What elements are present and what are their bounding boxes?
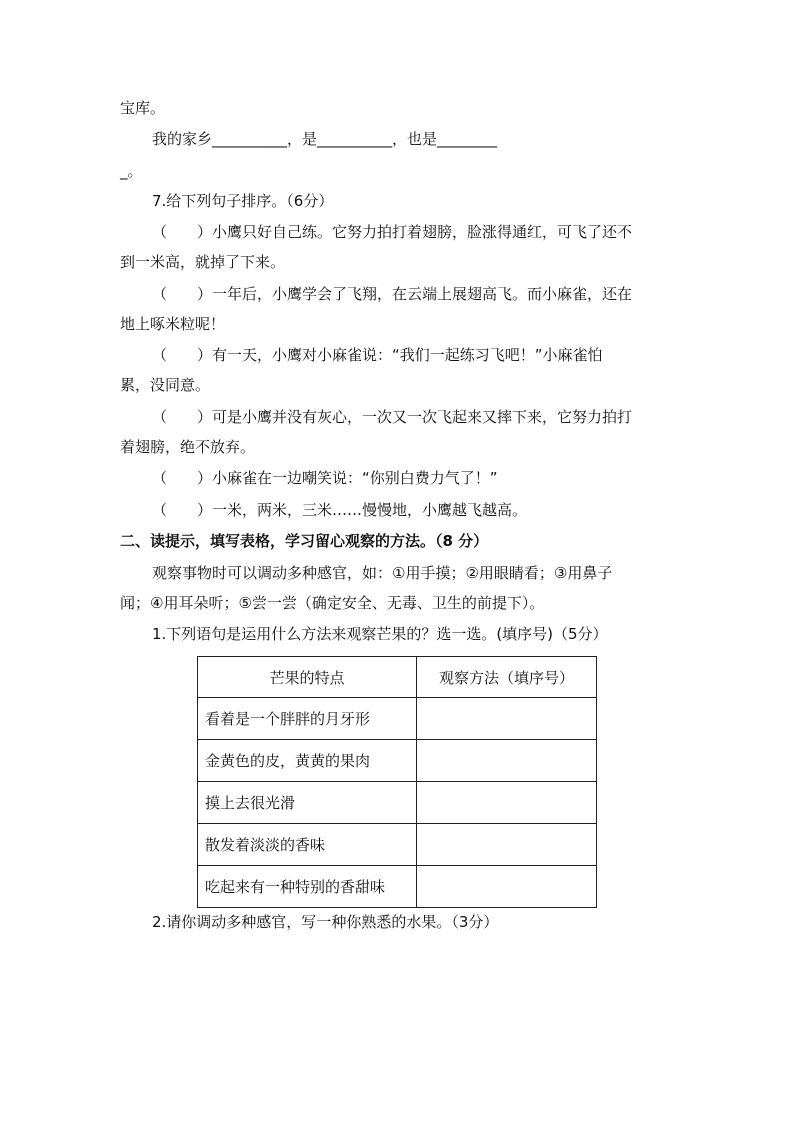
answer-cell[interactable]: [417, 782, 597, 824]
question-1: 1.下列语句是运用什么方法来观察芒果的？选一选。(填序号)（5分）: [152, 625, 608, 643]
answer-cell[interactable]: [417, 740, 597, 782]
tip-line-1: 观察事物时可以调动多种感官，如：①用手摸；②用眼睛看；③用鼻子: [152, 564, 613, 582]
feature-cell: 看着是一个胖胖的月牙形: [198, 698, 417, 740]
feature-cell: 吃起来有一种特别的香甜味: [198, 866, 417, 908]
sentence-3-line-1: （ ）有一天，小鹰对小麻雀说：“我们一起练习飞吧！”小麻雀怕: [152, 346, 603, 364]
answer-cell[interactable]: [417, 866, 597, 908]
sentence-5: （ ）小麻雀在一边嘲笑说：“你别白费力气了！”: [152, 469, 498, 487]
feature-cell: 摸上去很光滑: [198, 782, 417, 824]
fill-blank-sentence: 我的家乡__________，是__________，也是________: [152, 130, 498, 148]
table-row: [198, 866, 597, 908]
sentence-2-line-2: 地上啄米粒呢！: [120, 315, 226, 333]
question-7-title: 7.给下列句子排序。（6分）: [152, 192, 334, 210]
sentence-1-line-2: 到一米高，就掉了下来。: [120, 253, 286, 271]
text-line: 宝库。: [120, 99, 166, 117]
sentence-2-line-1: （ ）一年后，小鹰学会了飞翔，在云端上展翅高飞。而小麻雀，还在: [152, 285, 633, 303]
answer-cell[interactable]: [417, 824, 597, 866]
fill-blank-sentence-end: _。: [120, 162, 143, 180]
question-2: 2.请你调动多种感官，写一种你熟悉的水果。（3分）: [152, 913, 499, 931]
sentence-1-line-1: （ ）小鹰只好自己练。它努力拍打着翅膀，脸涨得通红，可飞了还不: [152, 223, 633, 241]
observation-table: [197, 656, 597, 908]
sentence-4-line-1: （ ）可是小鹰并没有灰心，一次又一次飞起来又摔下来，它努力拍打: [152, 408, 633, 426]
sentence-4-line-2: 着翅膀，绝不放弃。: [120, 438, 256, 456]
table-header-row: [198, 657, 597, 698]
table-row: [198, 698, 597, 740]
section-2-heading: 二、读提示，填写表格，学习留心观察的方法。（8 分）: [120, 532, 489, 550]
feature-cell: 散发着淡淡的香味: [198, 824, 417, 866]
answer-cell[interactable]: [417, 698, 597, 740]
sentence-3-line-2: 累，没同意。: [120, 376, 211, 394]
table-row: [198, 740, 597, 782]
header-method: 观察方法（填序号）: [417, 657, 597, 698]
table-row: [198, 824, 597, 866]
table-row: [198, 782, 597, 824]
feature-cell: 金黄色的皮，黄黄的果肉: [198, 740, 417, 782]
sentence-6: （ ）一米，两米，三米……慢慢地，小鹰越飞越高。: [152, 501, 528, 519]
tip-line-2: 闻；④用耳朵听；⑤尝一尝（确定安全、无毒、卫生的前提下）。: [120, 594, 545, 612]
header-feature: 芒果的特点: [198, 657, 417, 698]
